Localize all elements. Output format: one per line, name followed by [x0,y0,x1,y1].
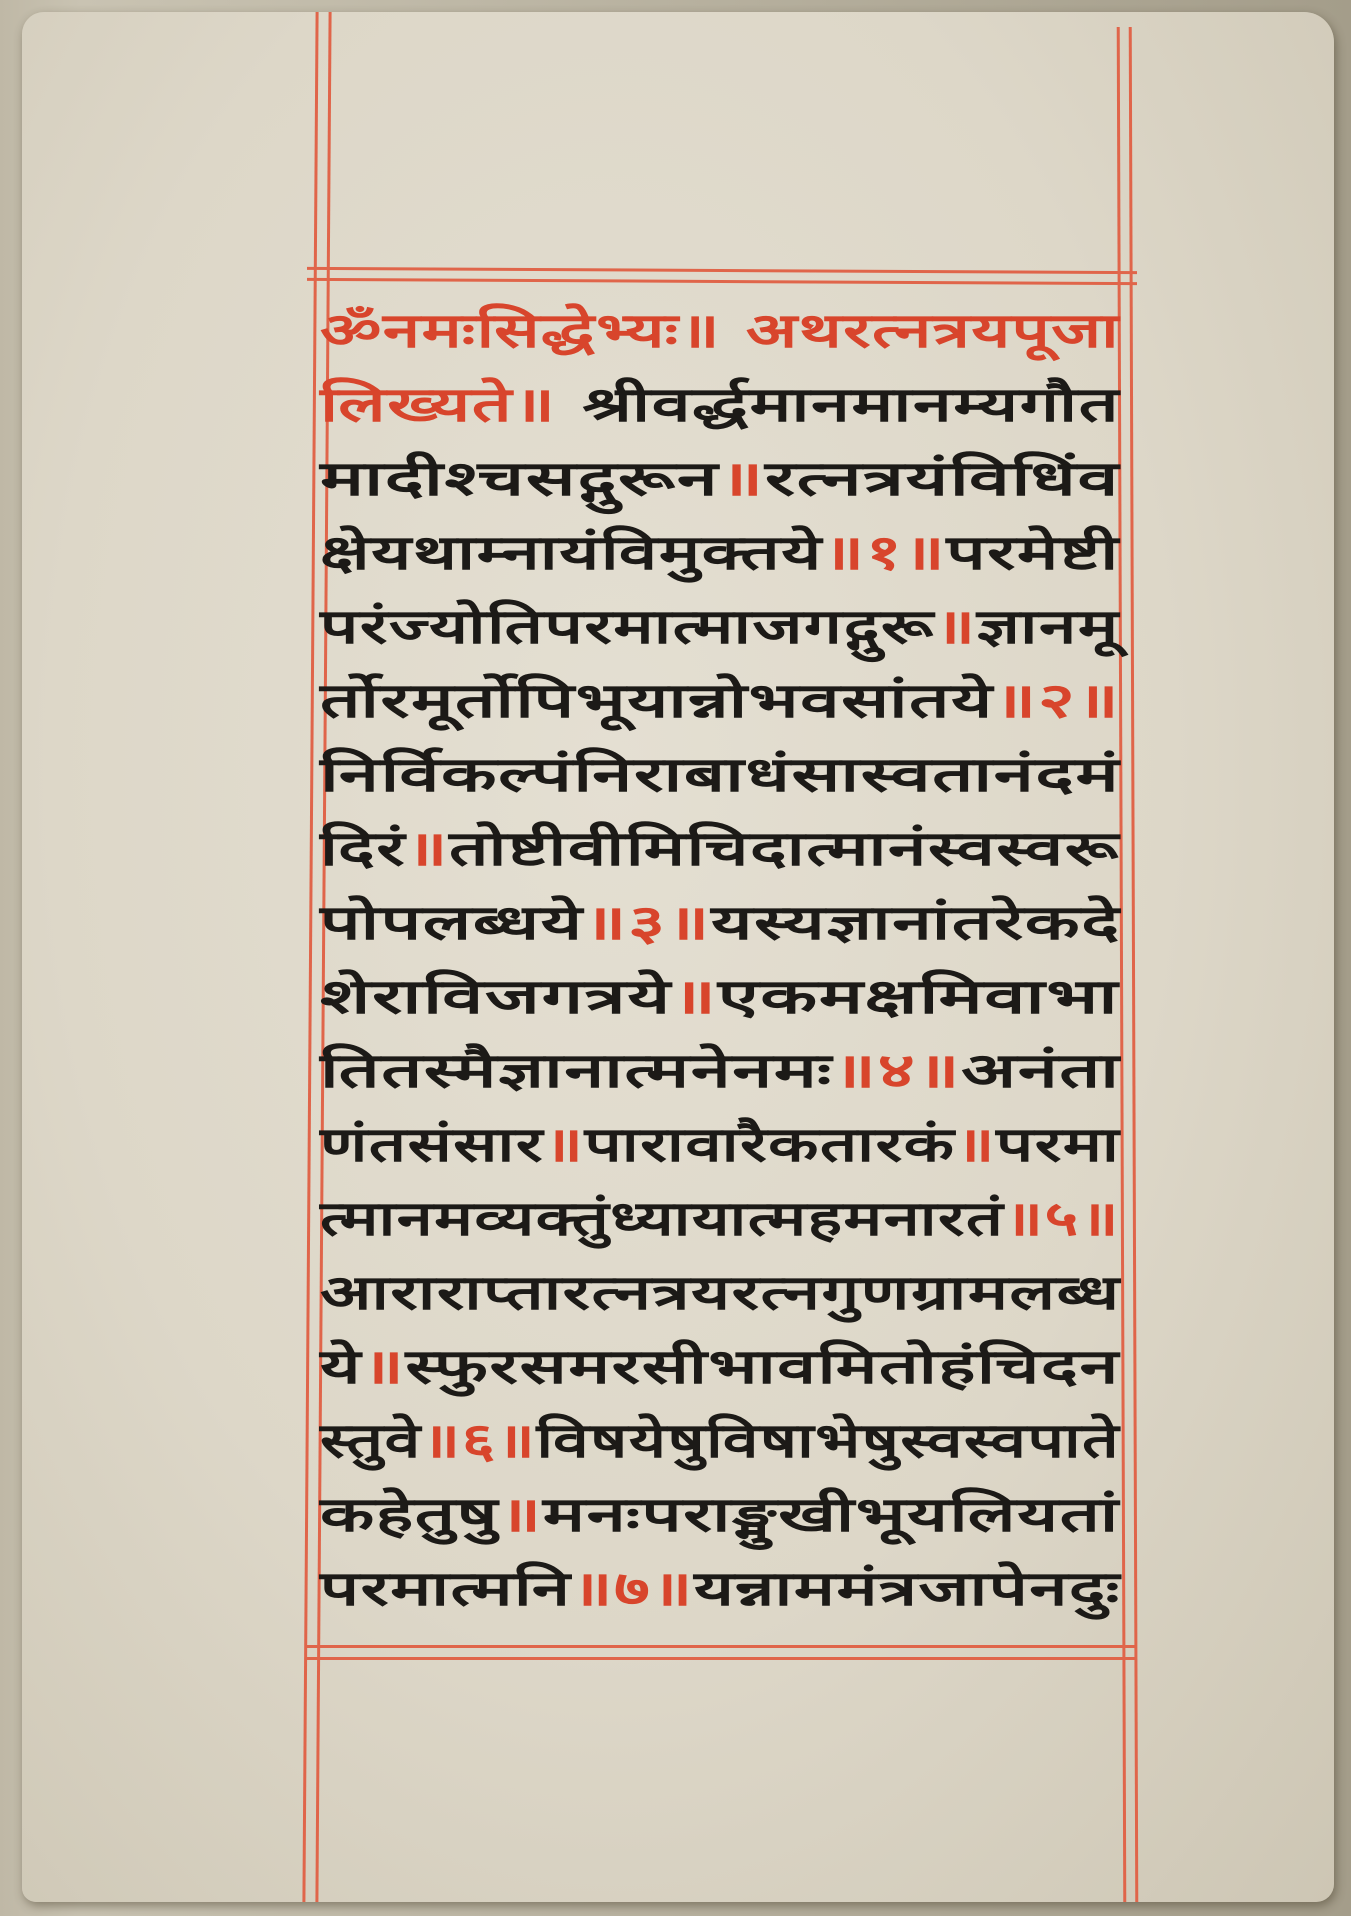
manuscript-line [320,297,1120,362]
body-text: स्फुरसमरसीभावमितोहंचिदन [405,1339,1120,1395]
rubric-text: ॥ [934,599,977,655]
manuscript-line [320,741,1120,806]
manuscript-line [320,1333,1120,1398]
manuscript-line [320,1259,1121,1324]
manuscript-line [320,1407,1120,1472]
body-text: तितस्मैज्ञानात्मनेनमः [320,1043,833,1099]
rubric-text: लिख्यते॥ [320,377,583,433]
body-text: क्षेयथाम्नायंविमुक्तये [320,525,823,581]
rubric-text: ॥ [362,1339,406,1395]
manuscript-line [320,371,1120,436]
rubric-text: ॥४॥ [832,1043,962,1099]
top-rule-lower [307,278,1137,285]
rubric-text: ॥१॥ [822,525,947,581]
body-text: ज्ञानमू [976,599,1120,655]
body-text: शेराविजगत्रये [320,969,672,1025]
body-text: यस्यज्ञानांतरेकदे [710,895,1121,951]
manuscript-line [320,1037,1120,1102]
manuscript-line [320,1111,1120,1176]
manuscript-line [320,1481,1120,1546]
rubric-text: ॥ [498,1487,543,1543]
body-text: स्तुवे [320,1413,422,1469]
right-margin-rule-outer [1129,27,1139,1902]
manuscript-line [320,593,1120,658]
rubric-text: ॥ [955,1117,996,1173]
rubric-text: ॥७॥ [571,1561,694,1617]
manuscript-line [320,815,1120,880]
rubric-text: ॥५॥ [1004,1191,1120,1247]
manuscript-line [320,963,1119,1028]
rubric-text: ॥३॥ [583,895,711,951]
body-text: परमेष्टी [946,525,1120,581]
rubric-text: ॥६॥ [421,1413,537,1469]
rubric-text: ॥ [406,821,449,877]
body-text: मादीश्चसद्गुरून [320,451,720,507]
body-text: कहेतुषु [320,1487,499,1543]
rubric-text: ॐनमःसिद्धेभ्यः॥ अथरत्नत्रयपूजा [320,303,1121,359]
manuscript-line [320,1185,1120,1250]
manuscript-line [320,1555,1121,1620]
body-text: ये [320,1339,363,1395]
body-text: णंतसंसार [320,1117,544,1173]
body-text: आराराप्तारत्नत्रयरत्नगुणग्रामलब्ध [320,1265,1121,1321]
manuscript-folio [22,12,1334,1902]
body-text: यन्नाममंत्रजापेनदुः [693,1561,1121,1617]
body-text: मनःपराङ्मुखीभूयलियतां [542,1487,1120,1543]
rubric-text: ॥ [543,1117,585,1173]
rubric-text: ॥ [719,451,765,507]
top-rule-upper [307,267,1137,274]
manuscript-line [320,445,1120,510]
body-text: परमात्मनि [320,1561,572,1617]
manuscript-line [320,519,1120,584]
manuscript-text [320,297,1130,1652]
left-margin-rule-outer [302,12,318,1902]
body-text: निर्विकल्पंनिराबाधंसास्वतानंदमं [320,747,1121,803]
body-text: तोष्टीवीमिचिदात्मानंस्वस्वरू [448,821,1120,877]
body-text: र्तोरमूर्तोपिभूयान्नोभवसांतये [320,673,994,729]
body-text: एकमक्षमिवाभा [717,969,1120,1025]
body-text: विषयेषुविषाभेषुस्वस्वपाते [536,1413,1121,1469]
body-text: अनंता [961,1043,1121,1099]
body-text: त्मानमव्यक्तुंध्यायात्महमनारतं [320,1191,1005,1247]
body-text: पारावारैकतारकं [584,1117,956,1173]
body-text: परंज्योतिपरमात्माजगद्गुरू [320,599,935,655]
rubric-text: ॥ [671,969,718,1025]
body-text: पोपलब्धये [320,895,584,951]
body-text: श्रीवर्द्धमानमानम्यगौत [582,377,1121,433]
bottom-rule-lower [307,1657,1137,1660]
body-text: रत्नत्रयंविधिंव [764,451,1120,507]
rubric-text: ॥२॥ [993,673,1121,729]
manuscript-line [320,889,1121,954]
body-text: दिरं [320,821,407,877]
manuscript-line [320,667,1120,732]
body-text: परमा [995,1117,1121,1173]
